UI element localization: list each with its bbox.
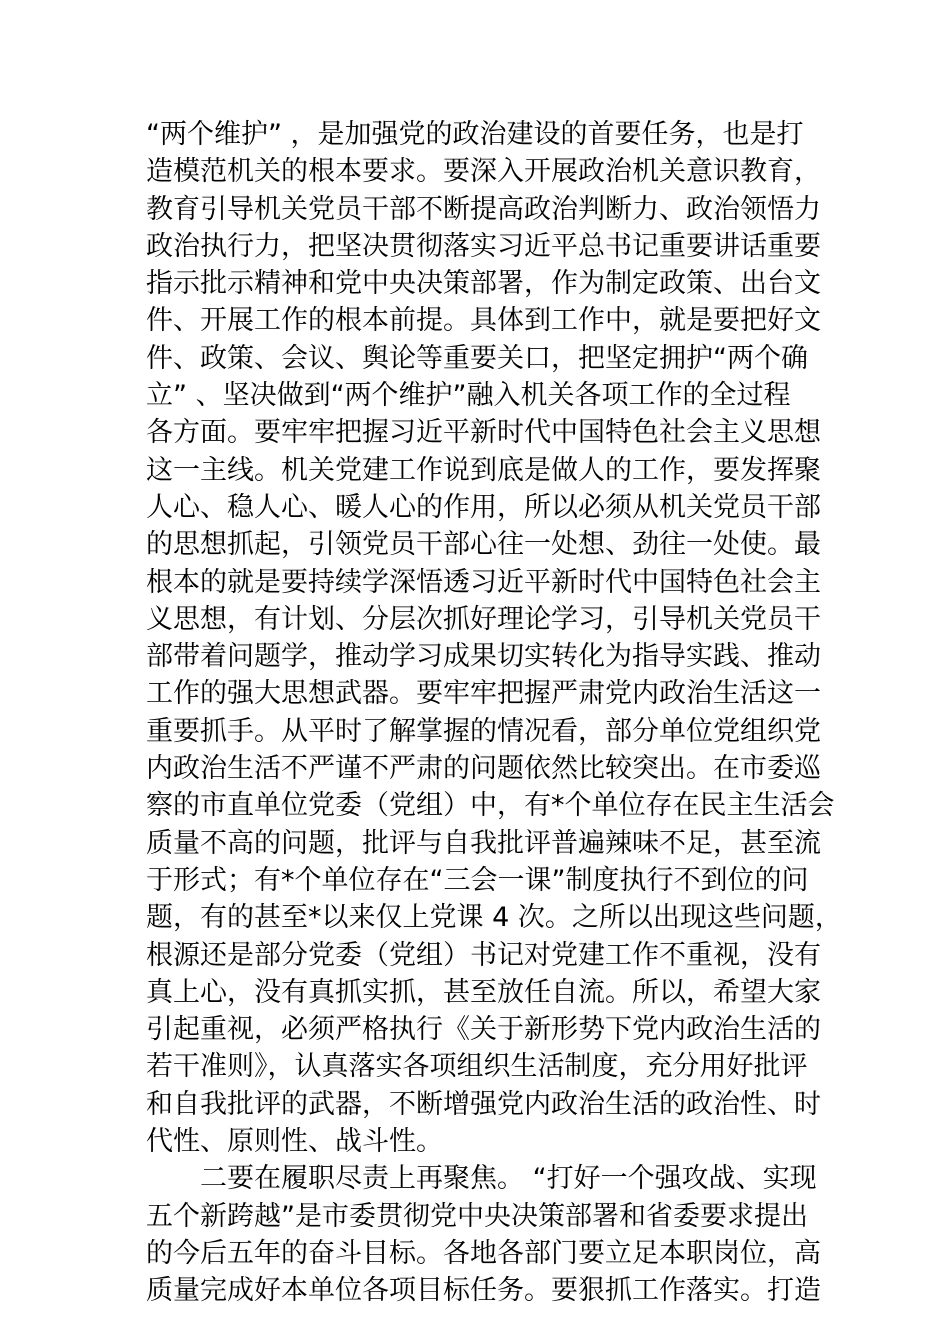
text-line: 察的市直单位党委（党组）中，有*个单位存在民主生活会: [146, 790, 835, 822]
text-line: 部带着问题学，推动学习成果切实转化为指导实践、推动: [146, 641, 821, 673]
text-line: 重要抓手。从平时了解掌握的情况看，部分单位党组织党: [146, 715, 821, 747]
text-line: 各方面。要牢牢把握习近平新时代中国特色社会主义思想: [146, 417, 821, 449]
text-line: 引起重视，必须严格执行《关于新形势下党内政治生活的: [146, 1014, 821, 1046]
text-line: 于形式；有*个单位存在“三会一课”制度执行不到位的问: [146, 864, 809, 896]
paragraph-start-line: 二要在履职尽责上再聚焦。 “打好一个强攻战、实现: [200, 1163, 817, 1195]
text-line: 质量完成好本单位各项目标任务。要狠抓工作落实。打造: [146, 1275, 821, 1307]
text-line: 若干准则》，认真落实各项组织生活制度，充分用好批评: [146, 1051, 808, 1083]
text-line: 根源还是部分党委（党组）书记对党建工作不重视，没有: [146, 939, 821, 971]
text-line: 教育引导机关党员干部不断提高政治判断力、政治领悟力: [146, 193, 821, 225]
body-text: [146, 116, 842, 1310]
text-line: 根本的就是要持续学深悟透习近平新时代中国特色社会主: [146, 566, 821, 598]
text-line: 的今后五年的奋斗目标。各地各部门要立足本职岗位，高: [146, 1237, 821, 1269]
text-line: 内政治生活不严谨不严肃的问题依然比较突出。在市委巡: [146, 753, 821, 785]
text-line: 的思想抓起，引领党员干部心往一处想、劲往一处使。最: [146, 529, 821, 561]
text-line: 题，有的甚至*以来仅上党课 4 次。之所以出现这些问题，: [146, 902, 842, 934]
text-line: 造模范机关的根本要求。要深入开展政治机关意识教育，: [146, 156, 821, 188]
text-line: 义思想，有计划、分层次抓好理论学习，引导机关党员干: [146, 603, 821, 635]
text-line: 立” 、坚决做到“两个维护”融入机关各项工作的全过程: [146, 380, 791, 412]
text-line: 件、开展工作的根本前提。具体到工作中，就是要把好文: [146, 305, 821, 337]
text-line: 人心、稳人心、暖人心的作用，所以必须从机关党员干部: [146, 491, 821, 523]
text-line: 真上心，没有真抓实抓，甚至放任自流。所以，希望大家: [146, 976, 821, 1008]
text-line: 政治执行力，把坚决贯彻落实习近平总书记重要讲话重要: [146, 230, 821, 262]
text-line: 这一主线。机关党建工作说到底是做人的工作，要发挥聚: [146, 454, 821, 486]
text-line: 工作的强大思想武器。要牢牢把握严肃党内政治生活这一: [146, 678, 821, 710]
text-line: 和自我批评的武器，不断增强党内政治生活的政治性、时: [146, 1088, 821, 1120]
text-line: 五个新跨越”是市委贯彻党中央决策部署和省委要求提出: [146, 1200, 808, 1232]
text-line: 指示批示精神和党中央决策部署，作为制定政策、出台文: [146, 268, 821, 300]
text-line: 质量不高的问题，批评与自我批评普遍辣味不足，甚至流: [146, 827, 821, 859]
text-line: 件、政策、会议、舆论等重要关口，把坚定拥护“两个确: [146, 342, 808, 374]
text-line: “两个维护” ，是加强党的政治建设的首要任务，也是打: [146, 119, 804, 150]
text-line: 代性、原则性、战斗性。: [146, 1126, 443, 1158]
